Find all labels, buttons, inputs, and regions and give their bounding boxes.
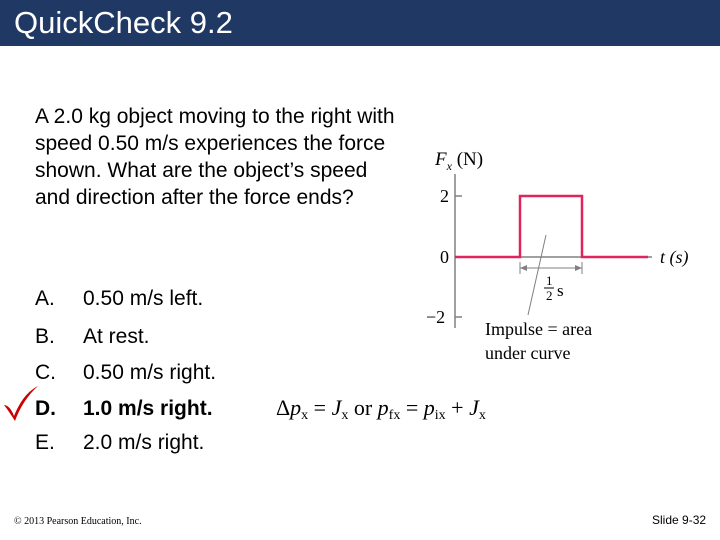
impulse-formula: $\Delta p_x = J_x$ or $p_{fx} = p_{ix} + J_x$ <box>276 395 486 423</box>
choice-text: 0.50 m/s right. <box>83 361 217 384</box>
choice-letter: A. <box>35 287 55 310</box>
y-axis-label: $F_x$ (N) <box>435 149 484 173</box>
choice-letter: C. <box>35 361 56 384</box>
choice-text: At rest. <box>83 325 150 348</box>
duration-arrow-right <box>575 265 582 271</box>
annotation-pointer <box>528 235 546 315</box>
tick-label-2: 2 <box>440 186 449 206</box>
force-graph <box>410 140 710 370</box>
tick-label-neg2: −2 <box>426 307 446 327</box>
choice-letter: E. <box>35 431 55 454</box>
annotation-line-1: Impulse = area <box>485 319 593 339</box>
slide-title: QuickCheck 9.2 <box>14 5 233 40</box>
fraction-numerator: 1 <box>546 273 553 288</box>
x-axis-label: t (s) <box>660 247 689 267</box>
choice-text: 1.0 m/s right. <box>83 397 213 420</box>
question-text: A 2.0 kg object moving to the right with speed 0.50 m/s experiences the force shown. What are the object’s speed and direction after the force ends? <box>35 105 395 209</box>
choice-letter: B. <box>35 325 55 348</box>
title-bar <box>0 0 720 46</box>
checkmark-icon <box>0 383 40 423</box>
duration-unit: s <box>557 281 564 300</box>
duration-arrow-left <box>520 265 527 271</box>
copyright-notice: © 2013 Pearson Education, Inc. <box>14 516 142 527</box>
choice-letter: D. <box>35 397 56 420</box>
tick-label-0: 0 <box>440 247 449 267</box>
annotation-line-2: under curve <box>485 343 571 363</box>
force-pulse <box>455 196 648 257</box>
slide-number: Slide 9-32 <box>652 513 707 527</box>
choice-text: 0.50 m/s left. <box>83 287 204 310</box>
choice-text: 2.0 m/s right. <box>83 431 205 454</box>
fraction-denominator: 2 <box>546 288 553 303</box>
